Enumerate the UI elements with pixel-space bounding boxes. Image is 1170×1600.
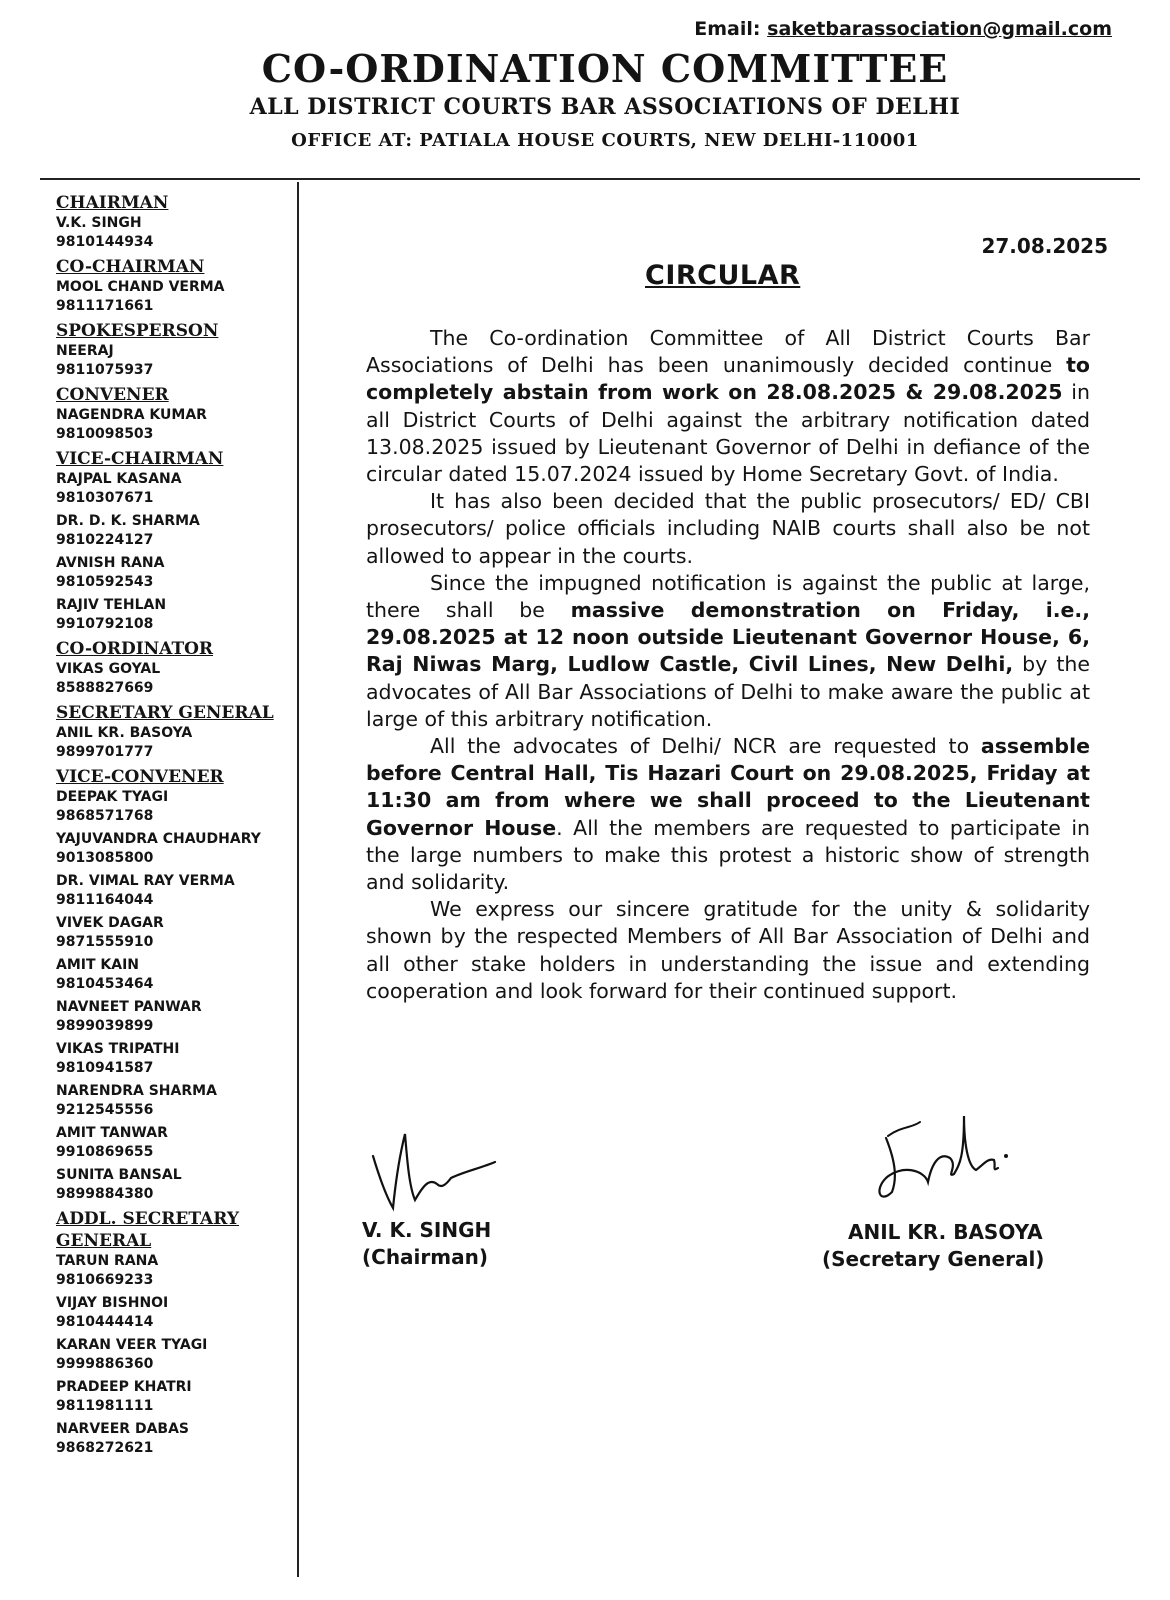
member-entry bbox=[56, 1252, 296, 1290]
member-phone: 9810224127 bbox=[56, 532, 154, 548]
member-entry bbox=[56, 406, 296, 444]
member-phone: 9910869655 bbox=[56, 1144, 154, 1160]
circular-heading: CIRCULAR bbox=[645, 260, 801, 291]
sidebar-section-heading: VICE-CONVENER bbox=[56, 767, 224, 787]
member-phone: 9810307671 bbox=[56, 490, 154, 506]
member-entry bbox=[56, 1378, 296, 1416]
member-phone: 9811981111 bbox=[56, 1398, 154, 1414]
signatory-role-secretary: (Secretary General) bbox=[822, 1247, 1045, 1271]
member-phone: 9871555910 bbox=[56, 934, 154, 950]
member-name: PRADEEP KHATRI bbox=[56, 1379, 192, 1395]
member-entry bbox=[56, 1040, 296, 1078]
member-entry bbox=[56, 554, 296, 592]
member-name: V.K. SINGH bbox=[56, 215, 142, 231]
member-phone: 9212545556 bbox=[56, 1102, 154, 1118]
letterhead-title: CO-ORDINATION COMMITTEE bbox=[261, 46, 949, 91]
member-phone: 9999886360 bbox=[56, 1356, 154, 1372]
sidebar-section bbox=[56, 702, 296, 762]
letterhead-office: OFFICE AT: PATIALA HOUSE COURTS, NEW DELHI-110001 bbox=[291, 130, 919, 151]
member-entry bbox=[56, 1420, 296, 1458]
signatory-role-chairman: (Chairman) bbox=[362, 1245, 488, 1269]
sidebar-section-heading: CO-ORDINATOR bbox=[56, 639, 214, 659]
paragraph-text: by the advocates of All Bar Associations of Delhi to make aware the public at large of this arbitrary notification. bbox=[366, 652, 1090, 731]
member-phone: 9868272621 bbox=[56, 1440, 154, 1456]
member-phone: 9899039899 bbox=[56, 1018, 154, 1034]
circular-paragraph bbox=[366, 733, 1090, 896]
member-name: AMIT KAIN bbox=[56, 957, 140, 973]
member-phone: 9811171661 bbox=[56, 298, 154, 314]
sidebar-section-heading: ADDL. SECRETARY GENERAL bbox=[56, 1209, 239, 1251]
circular-paragraph bbox=[366, 488, 1090, 570]
member-name: RAJPAL KASANA bbox=[56, 471, 182, 487]
sidebar-section-heading: CHAIRMAN bbox=[56, 193, 169, 213]
sidebar-section-heading: CONVENER bbox=[56, 385, 169, 405]
member-phone: 9899884380 bbox=[56, 1186, 154, 1202]
sidebar-section bbox=[56, 766, 296, 1204]
paragraph-text: in all District Courts of Delhi against the arbitrary notification dated 13.08.2025 issued by Lieutenant Governor of Delhi in defiance of the circular dated 15.07.2024 issued by Home Secretary Govt. of India. bbox=[366, 380, 1090, 487]
member-name: NEERAJ bbox=[56, 343, 114, 359]
member-entry bbox=[56, 788, 296, 826]
circular-body bbox=[366, 325, 1090, 1005]
member-name: DEEPAK TYAGI bbox=[56, 789, 169, 805]
paragraph-text: The Co-ordination Committee of All District Courts Bar Associations of Delhi has been unanimously decided continue bbox=[366, 326, 1090, 378]
member-phone: 9810098503 bbox=[56, 426, 154, 442]
member-phone: 9811075937 bbox=[56, 362, 154, 378]
member-entry bbox=[56, 724, 296, 762]
member-name: SUNITA BANSAL bbox=[56, 1167, 182, 1183]
member-entry bbox=[56, 1082, 296, 1120]
paragraph-text: . All the members are requested to participate in the large numbers to make this protest a historic show of strength and solidarity. bbox=[366, 815, 1091, 895]
secretary-general-signature bbox=[868, 1108, 1018, 1213]
member-name: VIKAS TRIPATHI bbox=[56, 1041, 180, 1057]
member-phone: 9013085800 bbox=[56, 850, 154, 866]
member-entry bbox=[56, 214, 296, 252]
member-name: VIKAS GOYAL bbox=[56, 661, 161, 677]
member-entry bbox=[56, 956, 296, 994]
circular-paragraph bbox=[366, 896, 1090, 1005]
member-phone: 9810444414 bbox=[56, 1314, 154, 1330]
member-entry bbox=[56, 470, 296, 508]
member-entry bbox=[56, 1124, 296, 1162]
paragraph-text: All the advocates of Delhi/ NCR are requested to bbox=[430, 734, 981, 759]
member-phone: 9810453464 bbox=[56, 976, 154, 992]
member-name: ANIL KR. BASOYA bbox=[56, 725, 193, 741]
sidebar-section bbox=[56, 320, 296, 380]
emphasis-text: massive demonstration on Friday, i.e., 29.08.2025 at 12 noon outside Lieutenant Governor House, 6, Raj Niwas Marg, Ludlow Castle, Civil Lines, New Delhi, bbox=[366, 598, 1090, 677]
sidebar-section-heading: VICE-CHAIRMAN bbox=[56, 449, 224, 469]
member-phone: 9868571768 bbox=[56, 808, 154, 824]
paragraph-text: We express our sincere gratitude for the unity & solidarity shown by the respected Members of All Bar Association of Delhi and all other stake holders in understanding the issue and extending cooperation and look forward for their continued support. bbox=[366, 897, 1090, 1003]
email-address[interactable]: saketbarassociation@gmail.com bbox=[767, 18, 1112, 40]
paragraph-text: Since the impugned notification is against the public at large, there shall be bbox=[366, 570, 1090, 623]
member-name: VIVEK DAGAR bbox=[56, 915, 164, 931]
member-name: YAJUVANDRA CHAUDHARY bbox=[56, 831, 261, 847]
member-entry bbox=[56, 596, 296, 634]
member-phone: 8588827669 bbox=[56, 680, 154, 696]
header-divider bbox=[40, 178, 1140, 180]
member-name: KARAN VEER TYAGI bbox=[56, 1337, 208, 1353]
member-phone: 9810941587 bbox=[56, 1060, 154, 1076]
circular-date: 27.08.2025 bbox=[981, 234, 1108, 258]
signatory-name-secretary: ANIL KR. BASOYA bbox=[848, 1220, 1043, 1244]
office-bearers-list bbox=[56, 190, 296, 1462]
emphasis-text: to completely abstain from work on 28.08.2025 & 29.08.2025 bbox=[366, 353, 1090, 405]
member-name: NARENDRA SHARMA bbox=[56, 1083, 217, 1099]
sidebar-section bbox=[56, 448, 296, 634]
circular-paragraph bbox=[366, 325, 1090, 488]
member-phone: 9899701777 bbox=[56, 744, 154, 760]
member-name: MOOL CHAND VERMA bbox=[56, 279, 225, 295]
member-name: VIJAY BISHNOI bbox=[56, 1295, 169, 1311]
signatory-name-chairman: V. K. SINGH bbox=[362, 1218, 492, 1242]
chairman-signature bbox=[365, 1128, 505, 1213]
emphasis-text: assemble before Central Hall, Tis Hazari Court on 29.08.2025, Friday at 11:30 am from where we shall proceed to the Lieutenant Governor House bbox=[366, 734, 1090, 840]
sidebar-section bbox=[56, 192, 296, 252]
member-entry bbox=[56, 1336, 296, 1374]
member-phone: 9810144934 bbox=[56, 234, 154, 250]
member-phone: 9810592543 bbox=[56, 574, 154, 590]
paragraph-text: It has also been decided that the public prosecutors/ ED/ CBI prosecutors/ police officials including NAIB courts shall also be not allowed to appear in the courts. bbox=[366, 489, 1090, 568]
email-label: Email: bbox=[694, 18, 761, 40]
member-name: NARVEER DABAS bbox=[56, 1421, 189, 1437]
letterhead-subtitle: ALL DISTRICT COURTS BAR ASSOCIATIONS OF DELHI bbox=[249, 94, 961, 120]
column-divider bbox=[297, 182, 299, 1577]
member-entry bbox=[56, 914, 296, 952]
member-entry bbox=[56, 342, 296, 380]
member-name: RAJIV TEHLAN bbox=[56, 597, 167, 613]
member-entry bbox=[56, 660, 296, 698]
sidebar-section bbox=[56, 1208, 296, 1458]
email-line bbox=[694, 18, 1112, 40]
sidebar-section bbox=[56, 256, 296, 316]
member-entry bbox=[56, 512, 296, 550]
member-name: AVNISH RANA bbox=[56, 555, 165, 571]
member-entry bbox=[56, 1166, 296, 1204]
member-phone: 9910792108 bbox=[56, 616, 154, 632]
member-name: NAVNEET PANWAR bbox=[56, 999, 202, 1015]
sidebar-section bbox=[56, 384, 296, 444]
member-entry bbox=[56, 830, 296, 868]
member-entry bbox=[56, 1294, 296, 1332]
member-name: DR. D. K. SHARMA bbox=[56, 513, 200, 529]
member-name: TARUN RANA bbox=[56, 1253, 159, 1269]
member-name: DR. VIMAL RAY VERMA bbox=[56, 873, 235, 889]
member-phone: 9810669233 bbox=[56, 1272, 154, 1288]
sidebar-section-heading: SECRETARY GENERAL bbox=[56, 703, 274, 723]
sidebar-section-heading: SPOKESPERSON bbox=[56, 321, 219, 341]
member-entry bbox=[56, 872, 296, 910]
member-entry bbox=[56, 278, 296, 316]
member-entry bbox=[56, 998, 296, 1036]
sidebar-section-heading: CO-CHAIRMAN bbox=[56, 257, 205, 277]
member-name: AMIT TANWAR bbox=[56, 1125, 168, 1141]
sidebar-section bbox=[56, 638, 296, 698]
member-name: NAGENDRA KUMAR bbox=[56, 407, 207, 423]
member-phone: 9811164044 bbox=[56, 892, 154, 908]
circular-paragraph bbox=[366, 570, 1090, 733]
